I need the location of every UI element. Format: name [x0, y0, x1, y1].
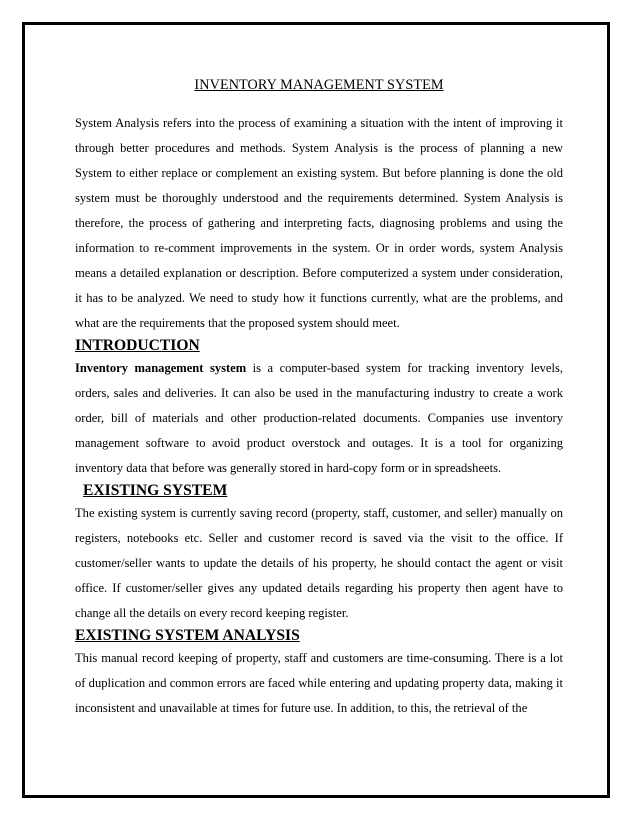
introduction-lead-term: Inventory management system: [75, 361, 247, 375]
introduction-text: is a computer-based system for tracking inventory levels, orders, sales and deliveries. It can also be used in the manufacturing industry to create a work order, bill of materials and other production-related documents. Companies use inventory management software to avoid product overstock and outages. It is a tool for organizing inventory data that before was generally stored in hard-copy form or in spreadsheets.: [75, 361, 563, 475]
introduction-paragraph: [75, 356, 563, 481]
document-title: INVENTORY MANAGEMENT SYSTEM: [194, 77, 444, 93]
document-body: [75, 76, 563, 721]
system-analysis-paragraph: System Analysis refers into the process of examining a situation with the intent of improving it through better procedures and methods. System Analysis is the process of planning a new System to either replace or complement an existing system. But before planning is done the old system must be thoroughly understood and the requirements determined. System Analysis is therefore, the process of gathering and interpreting facts, diagnosing problems and using the information to re-comment improvements in the system. Or in order words, system Analysis means a detailed explanation or description. Before computerized a system under consideration, it has to be analyzed. We need to study how it functions currently, what are the problems, and what are the requirements that the proposed system should meet.: [75, 116, 563, 330]
introduction-heading: INTRODUCTION: [75, 337, 200, 354]
existing-system-paragraph: The existing system is currently saving record (property, staff, customer, and seller) manually on registers, notebooks etc. Seller and customer record is saved via the visit to the office. If customer/seller wants to update the details of his property, he should contact the agent or visit office. If customer/seller gives any updated details regarding his property then agent have to change all the details on every record keeping register.: [75, 506, 563, 620]
existing-system-heading: EXISTING SYSTEM: [83, 482, 228, 499]
existing-system-analysis-paragraph: This manual record keeping of property, staff and customers are time-consuming. There is a lot of duplication and common errors are faced while entering and updating property data, making it inconsistent and unavailable at times for future use. In addition, to this, the retrieval of the: [75, 651, 563, 715]
existing-system-analysis-heading: EXISTING SYSTEM ANALYSIS: [75, 627, 300, 644]
